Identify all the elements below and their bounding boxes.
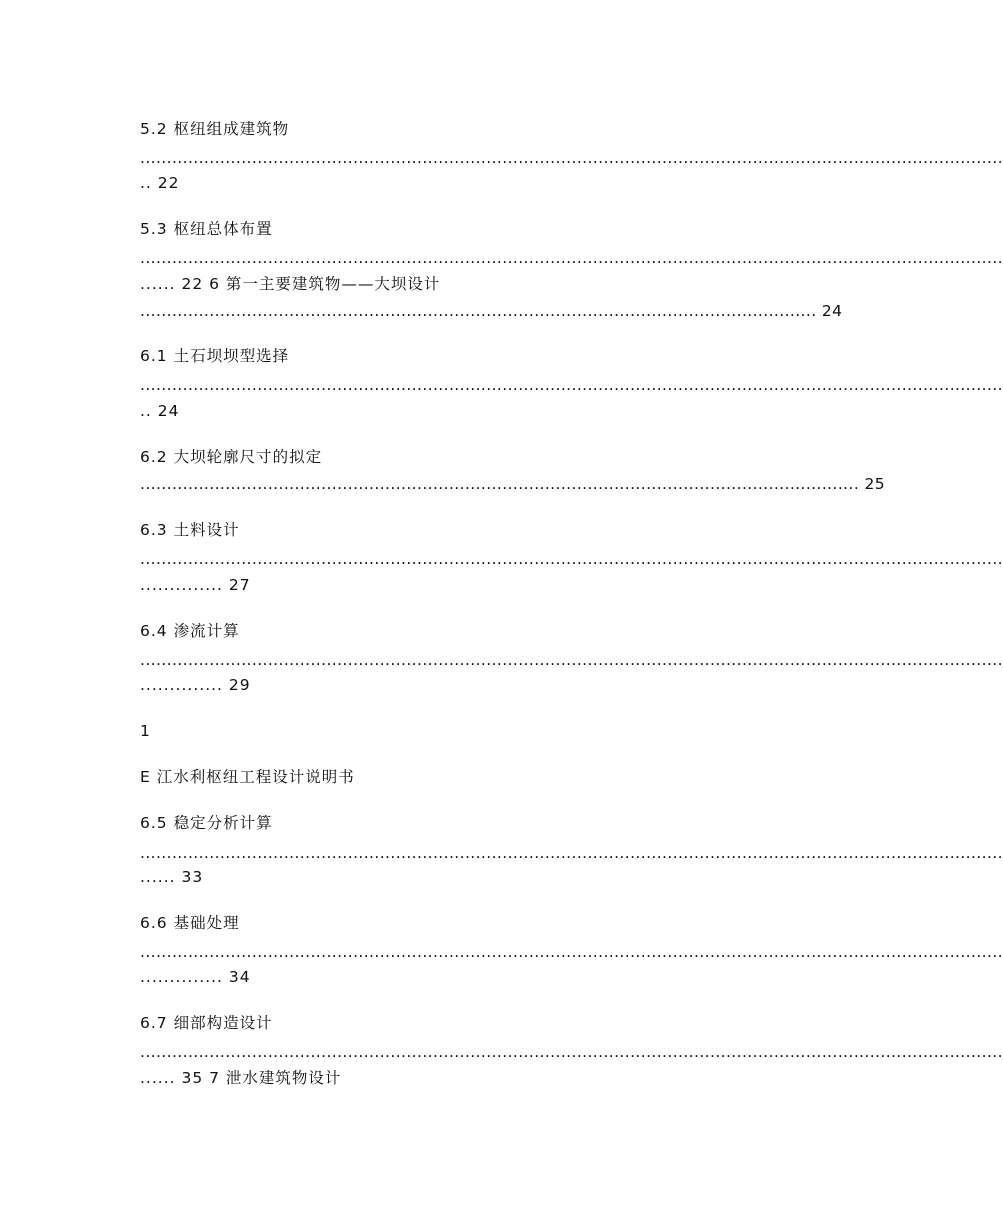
toc-entry-6-1-leader: .................................................................................................................................................................. bbox=[140, 376, 1003, 394]
toc-entry-6-4-page: .............. 29 bbox=[140, 676, 251, 694]
toc-entry-6-2-leader-page: ....................................................................................................................................... 25 bbox=[140, 475, 885, 493]
toc-entry-6-6-title: 6.6 基础处理 bbox=[140, 914, 240, 932]
toc-entry-5-3-leader: .................................................................................................................................................................. bbox=[140, 249, 1003, 267]
toc-entry-6-7-title: 6.7 细部构造设计 bbox=[140, 1014, 273, 1032]
toc-entry-6-5-page: ...... 33 bbox=[140, 868, 204, 886]
toc-entry-6-5-title: 6.5 稳定分析计算 bbox=[140, 814, 273, 832]
toc-entry-6-5-leader: .................................................................................................................................................................. bbox=[140, 844, 1003, 862]
toc-entry-6-6-leader: .................................................................................................................................................................. bbox=[140, 943, 1003, 961]
toc-entry-6-3-leader: .................................................................................................................................................................. bbox=[140, 550, 1003, 568]
running-header: E 江水利枢纽工程设计说明书 bbox=[140, 768, 355, 786]
toc-entry-5-2-title: 5.2 枢纽组成建筑物 bbox=[140, 120, 290, 138]
toc-entry-6-leader-page: ............................................................................................................................... 24 bbox=[140, 302, 843, 320]
toc-entry-6-6-page: .............. 34 bbox=[140, 968, 251, 986]
toc-entry-5-2-leader: .................................................................................................................................................................. bbox=[140, 149, 1003, 167]
toc-entry-5-3-page-and-6-title: ...... 22 6 第一主要建筑物——大坝设计 bbox=[140, 275, 441, 293]
toc-entry-6-1-page: .. 24 bbox=[140, 402, 180, 420]
toc-entry-6-3-page: .............. 27 bbox=[140, 576, 251, 594]
toc-entry-5-3-title: 5.3 枢纽总体布置 bbox=[140, 220, 273, 238]
toc-entry-6-7-page-and-7-title: ...... 35 7 泄水建筑物设计 bbox=[140, 1069, 342, 1087]
toc-entry-6-7-leader: .................................................................................................................................................................. bbox=[140, 1043, 1003, 1061]
toc-entry-6-4-title: 6.4 渗流计算 bbox=[140, 622, 240, 640]
page-number: 1 bbox=[140, 722, 151, 740]
toc-entry-6-1-title: 6.1 土石坝坝型选择 bbox=[140, 347, 290, 365]
toc-entry-5-2-page: .. 22 bbox=[140, 174, 180, 192]
toc-entry-6-3-title: 6.3 土料设计 bbox=[140, 521, 240, 539]
toc-entry-6-4-leader: .................................................................................................................................................................. bbox=[140, 651, 1003, 669]
toc-entry-6-2-title: 6.2 大坝轮廓尺寸的拟定 bbox=[140, 448, 323, 466]
